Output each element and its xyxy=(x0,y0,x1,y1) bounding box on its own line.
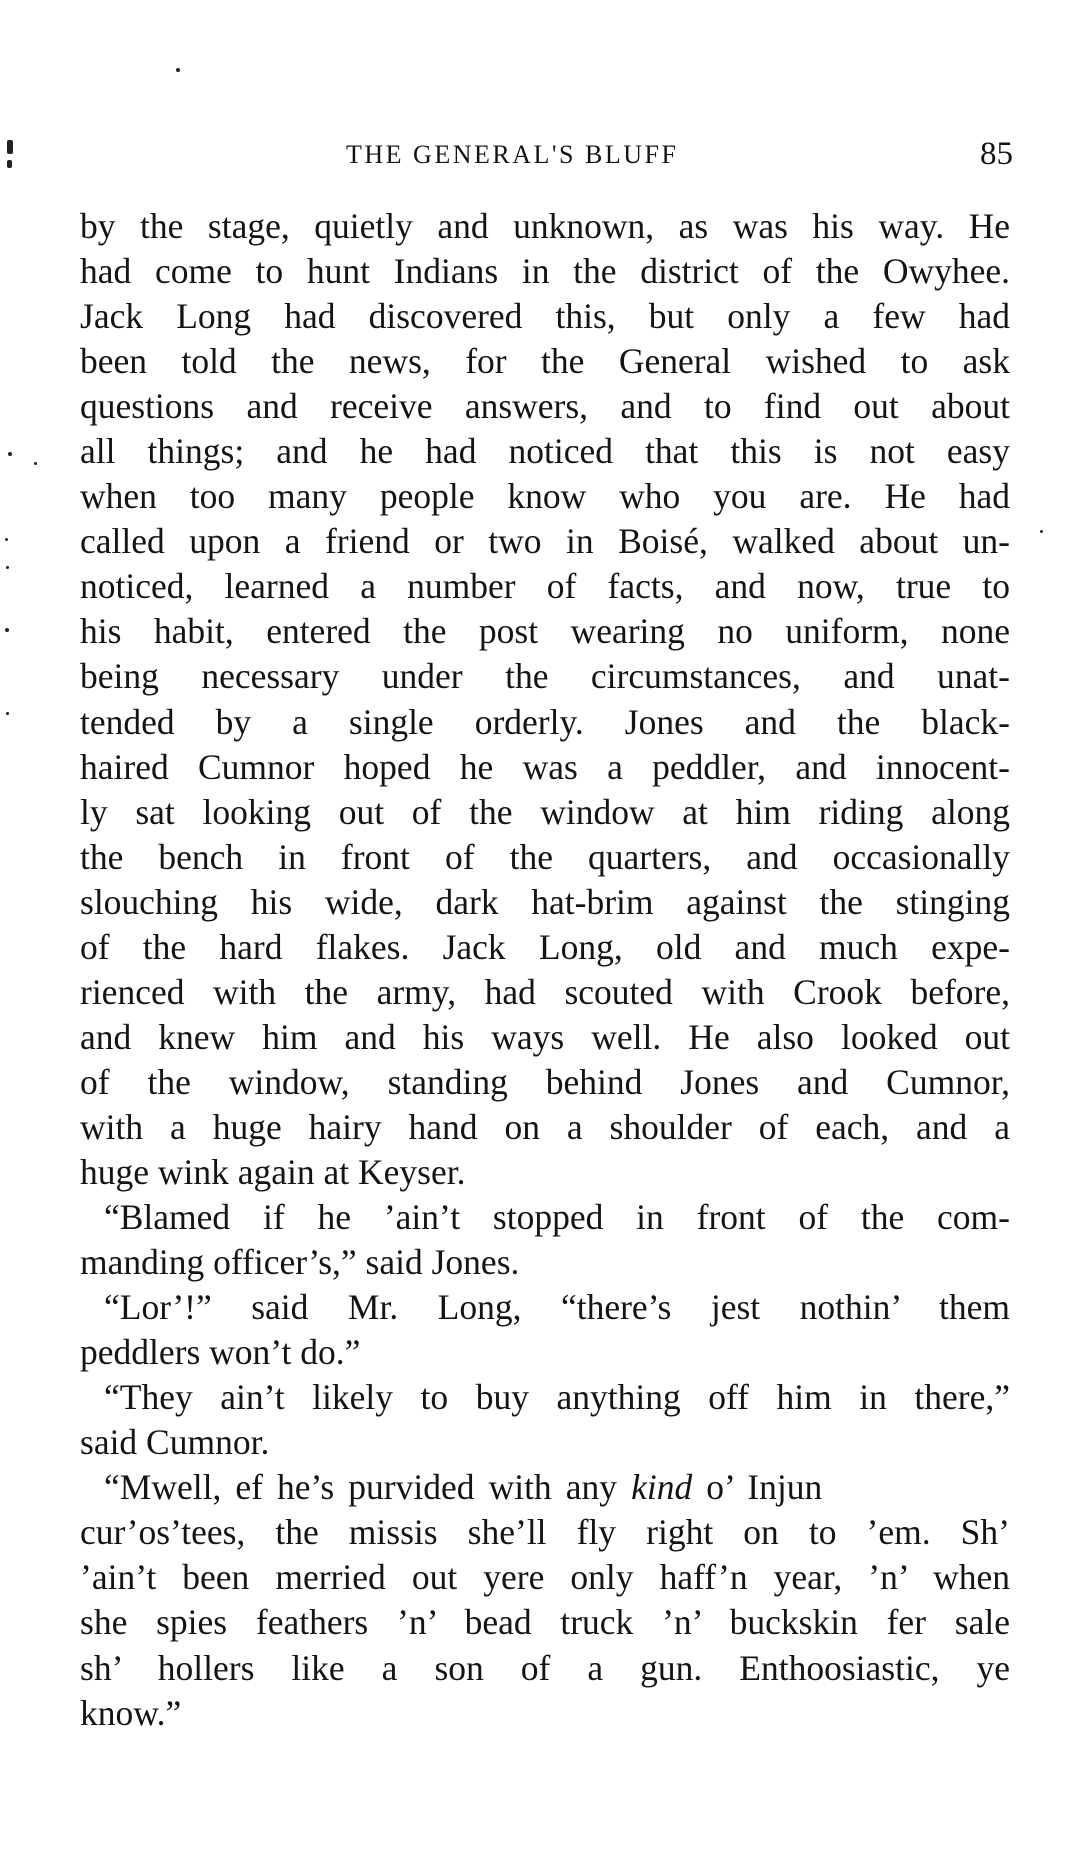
text-line: noticed, learned a number of facts, and now, true to xyxy=(80,566,1010,607)
text-line: questions and receive answers, and to find out about xyxy=(80,386,1010,427)
margin-speck xyxy=(34,462,37,465)
margin-speck xyxy=(176,68,180,72)
text-line: rienced with the army, had scouted with Crook before, xyxy=(80,971,1010,1012)
text-line: all things; and he had noticed that this is not easy xyxy=(80,431,1010,472)
text-line: with a huge hairy hand on a shoulder of each, and a xyxy=(80,1106,1010,1147)
text-line: Jack Long had discovered this, but only a few had xyxy=(80,296,1010,337)
margin-speck xyxy=(7,160,12,168)
text-line: ly sat looking out of the window at him riding along xyxy=(80,791,1010,832)
text-line: been told the news, for the General wished to ask xyxy=(80,341,1010,382)
body-text xyxy=(80,204,1010,1736)
running-title: THE GENERAL'S BLUFF xyxy=(346,140,679,169)
text-line: and knew him and his ways well. He also looked out xyxy=(80,1016,1010,1057)
page-header xyxy=(78,136,1013,176)
text-line: sh’ hollers like a son of a gun. Enthoosiastic, ye xyxy=(80,1647,1010,1688)
text-fragment: “Mwell, ef he’s purvided with any xyxy=(104,1467,632,1508)
text-line: huge wink again at Keyser. xyxy=(80,1151,466,1192)
italic-word: kind xyxy=(631,1467,693,1508)
margin-speck xyxy=(5,628,9,632)
margin-speck xyxy=(7,140,13,154)
text-line: called upon a friend or two in Boisé, walked about un- xyxy=(80,521,1010,562)
text-line: peddlers won’t do.” xyxy=(80,1332,361,1373)
text-line: know.” xyxy=(80,1692,182,1733)
margin-speck xyxy=(6,566,9,569)
text-line: haired Cumnor hoped he was a peddler, and innocent- xyxy=(80,746,1010,787)
text-line: manding officer’s,” said Jones. xyxy=(80,1242,520,1283)
margin-speck xyxy=(8,452,12,456)
text-line: the bench in front of the quarters, and occasionally xyxy=(80,836,1010,877)
text-line: of the window, standing behind Jones and Cumnor, xyxy=(80,1061,1010,1102)
text-line: his habit, entered the post wearing no uniform, none xyxy=(80,611,1010,652)
text-line: when too many people know who you are. He had xyxy=(80,476,1010,517)
text-line: by the stage, quietly and unknown, as was his way. He xyxy=(80,206,1010,246)
text-line: tended by a single orderly. Jones and the black- xyxy=(80,701,1010,742)
text-fragment: o’ Injun xyxy=(692,1467,823,1508)
text-line: said Cumnor. xyxy=(80,1422,270,1463)
margin-speck xyxy=(1040,530,1043,533)
text-line: “Blamed if he ’ain’t stopped in front of the com- xyxy=(104,1197,1010,1238)
text-line: being necessary under the circumstances, and unat- xyxy=(80,656,1010,697)
text-line: slouching his wide, dark hat-brim against the stinging xyxy=(80,881,1010,922)
text-line: had come to hunt Indians in the district of the Owyhee. xyxy=(80,251,1010,292)
text-line: of the hard flakes. Jack Long, old and much expe- xyxy=(80,926,1010,967)
text-line: ’ain’t been merried out yere only haff’n year, ’n’ when xyxy=(80,1557,1010,1598)
margin-speck xyxy=(5,538,8,541)
page-number: 85 xyxy=(980,136,1013,172)
text-line-with-italic xyxy=(80,1465,1010,1510)
text-line: “Lor’!” said Mr. Long, “there’s jest nothin’ them xyxy=(104,1287,1010,1328)
text-line: “They ain’t likely to buy anything off him in there,” xyxy=(104,1377,1010,1418)
margin-speck xyxy=(6,712,9,715)
text-line: cur’os’tees, the missis she’ll fly right on to ’em. Sh’ xyxy=(80,1512,1010,1553)
text-line: she spies feathers ’n’ bead truck ’n’ buckskin fer sale xyxy=(80,1602,1010,1643)
